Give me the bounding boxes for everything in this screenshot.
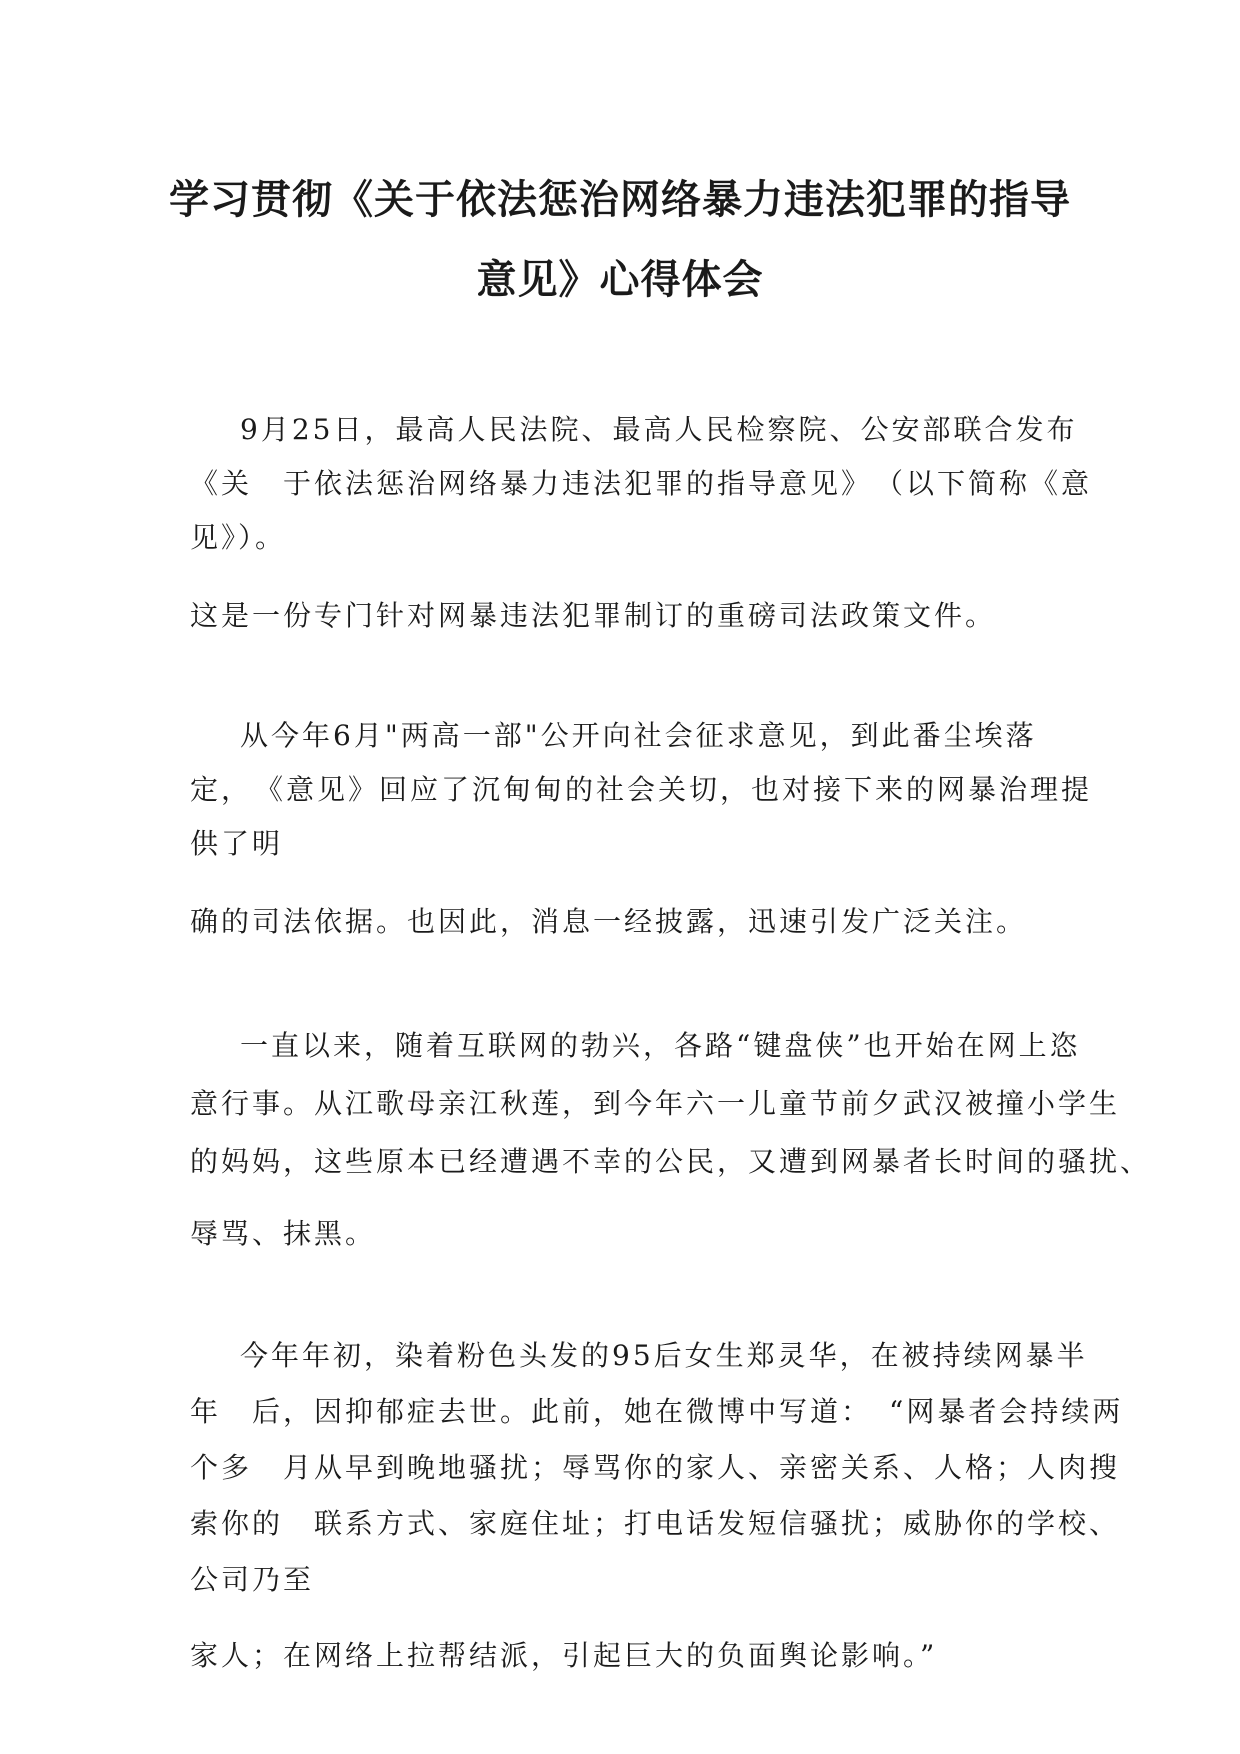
document-title-line-2: 意见》心得体会 [476, 257, 764, 303]
paragraph-2-line-1: 这是一份专门针对网暴违法犯罪制订的重磅司法政策文件。 [190, 599, 997, 632]
paragraph-5-line-2: 年 后，因抑郁症去世。此前，她在微博中写道： “网暴者会持续两 [190, 1395, 1124, 1428]
paragraph-1-line-3: 见》）。 [190, 521, 287, 554]
paragraph-3-line-4: 确的司法依据。也因此，消息一经披露，迅速引发广泛关注。 [190, 905, 1028, 938]
paragraph-4-line-1: 一直以来，随着互联网的勃兴，各路“键盘侠”也开始在网上恣 [240, 1029, 1081, 1062]
paragraph-4-line-2: 意行事。从江歌母亲江秋莲，到今年六一儿童节前夕武汉被撞小学生 [190, 1087, 1121, 1120]
paragraph-3-line-1: 从今年6月"两高一部"公开向社会征求意见，到此番尘埃落 [240, 719, 1037, 752]
paragraph-5-line-1: 今年年初，染着粉色头发的95后女生郑灵华，在被持续网暴半 [240, 1339, 1088, 1372]
paragraph-4-line-4: 辱骂、抹黑。 [190, 1217, 377, 1250]
paragraph-5-line-4: 索你的 联系方式、家庭住址；打电话发短信骚扰；威胁你的学校、 [190, 1507, 1121, 1540]
paragraph-4-line-3: 的妈妈，这些原本已经遭遇不幸的公民，又遭到网暴者长时间的骚扰、 [190, 1145, 1152, 1178]
paragraph-1-line-1: 9月25日，最高人民法院、最高人民检察院、公安部联合发布 [240, 413, 1078, 446]
paragraph-3-line-2: 定， 《意见》回应了沉甸甸的社会关切，也对接下来的网暴治理提 [190, 773, 1093, 806]
document-title-line-1: 学习贯彻《关于依法惩治网络暴力违法犯罪的指导 [169, 177, 1071, 223]
paragraph-3-line-3: 供了明 [190, 827, 284, 860]
paragraph-5-line-3: 个多 月从早到晚地骚扰；辱骂你的家人、亲密关系、人格；人肉搜 [190, 1451, 1121, 1484]
paragraph-5-line-6: 家人；在网络上拉帮结派，引起巨大的负面舆论影响。” [190, 1639, 938, 1672]
paragraph-1-line-2: 《关 于依法惩治网络暴力违法犯罪的指导意见》 （以下简称《意 [190, 467, 1093, 500]
paragraph-5-line-5: 公司乃至 [190, 1563, 315, 1596]
